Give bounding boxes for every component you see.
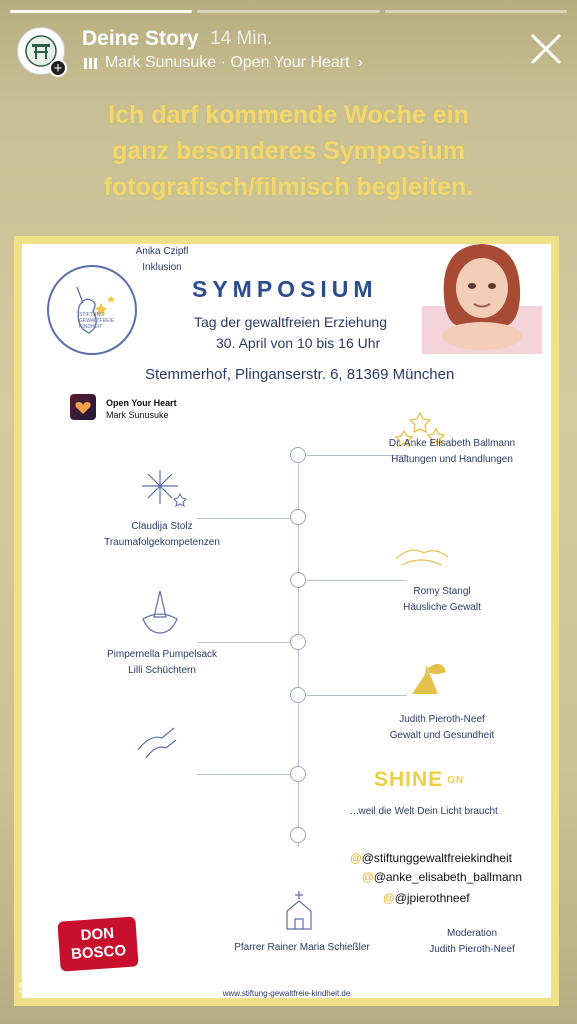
heart-icon — [70, 394, 96, 420]
church-icon — [279, 889, 319, 933]
story-username[interactable]: Deine Story — [82, 27, 199, 50]
fairy-icon — [398, 654, 450, 702]
shine-text: SHINE — [374, 768, 444, 791]
avatar-sticker — [422, 236, 542, 354]
speaker-name: Judith Pieroth-Neef — [399, 714, 485, 725]
moderation-name: Judith Pieroth-Neef — [429, 944, 515, 955]
speaker-name: Romy Stangl — [413, 586, 471, 597]
shine-suffix: ON — [447, 774, 465, 786]
unicorn-icon — [49, 267, 135, 353]
foundation-logo — [47, 265, 137, 355]
caption-line: ganz besonderes Symposium — [112, 137, 465, 165]
pfarrer-label: Pfarrer Rainer Maria Schießler — [234, 942, 370, 953]
moderation-label: Moderation — [446, 928, 498, 939]
music-sticker-title[interactable]: Open Your Heart — [106, 398, 177, 408]
speaker-name: Claudija Stolz — [131, 521, 193, 532]
poster-subtitle: Tag der gewaltfreien Erziehung — [194, 314, 388, 330]
timeline-node — [290, 766, 306, 782]
music-sticker-artist[interactable]: Mark Sunusuke — [106, 410, 169, 420]
shine-tagline: ...weil die Welt Dein Licht braucht — [350, 806, 498, 817]
music-label: Mark Sunusuke · Open Your Heart — [105, 54, 350, 71]
moderation-block — [412, 926, 532, 958]
shine-logo — [374, 768, 464, 792]
website-footer: www.stiftung-gewaltfreie-kindheit.de — [222, 989, 351, 998]
handle-text: @anke_elisabeth_ballmann — [373, 870, 522, 884]
reply-input[interactable]: Sag etwas ... — [18, 980, 111, 997]
poster-venue: Stemmerhof, Plinganserstr. 6, 81369 München — [145, 366, 455, 383]
add-story-icon[interactable]: + — [49, 59, 67, 77]
speaker-entry — [62, 244, 262, 276]
speaker-topic: Haltungen und Handlungen — [391, 454, 513, 465]
speaker-entry — [332, 712, 552, 744]
handle-tag[interactable]: @@stiftunggewaltfreiekindheit — [350, 851, 512, 865]
handle-tag[interactable]: @@anke_elisabeth_ballmann — [362, 870, 522, 884]
story-header — [0, 24, 577, 80]
progress-segment — [197, 10, 379, 13]
handle-text: @jpierothneef — [394, 891, 470, 905]
timeline-node — [290, 509, 306, 525]
story-timestamp: 14 Min. — [210, 28, 273, 49]
handle-tag[interactable]: @@jpierothneef — [383, 891, 470, 905]
caption-line: Ich darf kommende Woche ein — [108, 101, 469, 129]
timeline-connector — [197, 774, 291, 775]
music-sticker-cover[interactable] — [70, 394, 96, 420]
logo-line: BOSCO — [70, 942, 127, 963]
progress-segment — [385, 10, 567, 13]
speaker-entry — [62, 519, 262, 551]
speaker-topic: Lilli Schüchtern — [128, 665, 196, 676]
logo-text: STIFTUNG GEWALTFREIE KINDHEIT — [79, 312, 115, 330]
unicorn-horn-icon — [137, 589, 183, 635]
don-bosco-logo — [57, 916, 138, 971]
logo-line: DON — [80, 924, 115, 945]
handle-text: @stiftunggewaltfreiekindheit — [361, 851, 512, 865]
story-progress-bar — [10, 10, 567, 13]
event-poster — [14, 236, 559, 1006]
story-caption — [0, 97, 577, 205]
music-bars-icon — [84, 58, 97, 69]
timeline-connector — [307, 580, 407, 581]
sparkle-icon — [132, 464, 188, 510]
music-info[interactable] — [84, 54, 363, 72]
timeline-node — [290, 827, 306, 843]
speaker-entry — [342, 584, 542, 616]
poster-date: 30. April von 10 bis 16 Uhr — [216, 335, 381, 351]
timeline-connector — [197, 642, 291, 643]
speaker-name: Anika Czipfl — [135, 246, 189, 257]
speaker-topic: Gewalt und Gesundheit — [389, 730, 495, 741]
caption-line: fotografisch/filmisch begleiten. — [103, 173, 474, 201]
timeline-connector — [307, 695, 407, 696]
avatar[interactable] — [17, 27, 65, 75]
speaker-topic: Häusliche Gewalt — [403, 602, 481, 613]
timeline-node — [290, 572, 306, 588]
timeline-node — [290, 447, 306, 463]
timeline-node — [290, 687, 306, 703]
speaker-topic: Traumafolgekompetenzen — [104, 537, 220, 548]
speaker-name: Pimpernella Pumpelsack — [106, 649, 218, 660]
speaker-topic: Inklusion — [142, 262, 182, 273]
speaker-entry — [332, 436, 572, 468]
progress-segment — [10, 10, 192, 13]
speaker-entry — [62, 647, 262, 679]
poster-title: SYMPOSIUM — [192, 276, 378, 302]
helping-hands-icon — [132, 714, 182, 764]
speaker-name: Dr. Anke Elisabeth Ballmann — [388, 438, 516, 449]
timeline-node — [290, 634, 306, 650]
hands-icon — [392, 539, 452, 575]
close-icon[interactable] — [529, 32, 563, 66]
chevron-right-icon: › — [357, 54, 363, 71]
